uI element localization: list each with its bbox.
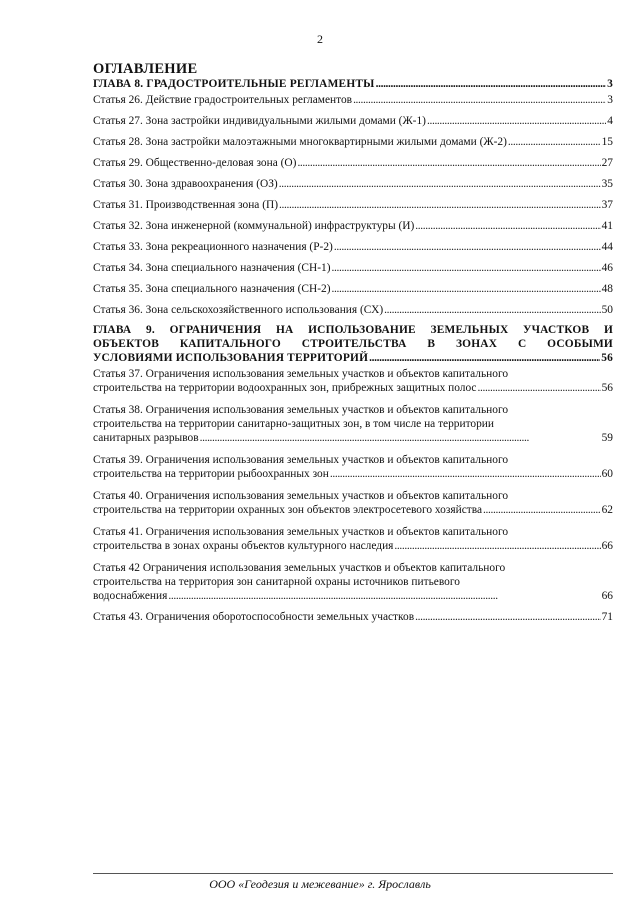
dot-leader: [297, 157, 600, 169]
page-ref: 3: [607, 78, 613, 90]
page-ref: 71: [601, 611, 613, 623]
toc-chapter-8[interactable]: [93, 78, 613, 94]
article-title-line: строительства на территория зон санитарной охраны источников питьевого: [93, 576, 460, 588]
chapter-title-line: УСЛОВИЯМИ ИСПОЛЬЗОВАНИЯ ТЕРРИТОРИЙ: [93, 352, 369, 364]
toc-article[interactable]: [93, 304, 613, 320]
article-title: Статья 32. Зона инженерной (коммунальной) инфраструктуры (И): [93, 220, 415, 232]
dot-leader: [508, 136, 601, 148]
toc-article[interactable]: [93, 367, 613, 395]
dot-leader: [477, 381, 600, 395]
chapter-title: ГЛАВА 8. ГРАДОСТРОИТЕЛЬНЫЕ РЕГЛАМЕНТЫ: [93, 78, 375, 90]
dot-leader: [483, 503, 601, 517]
article-title: Статья 36. Зона сельскохозяйственного использования (СХ): [93, 304, 384, 316]
article-title-line: строительства в зонах охраны объектов культурного наследия: [93, 540, 394, 552]
page-ref: 66: [601, 590, 613, 602]
dot-leader: [376, 78, 607, 90]
dot-leader: [168, 589, 600, 603]
toc-article[interactable]: [93, 262, 613, 283]
toc-article[interactable]: [93, 283, 613, 304]
page-ref: 4: [607, 115, 613, 127]
page-ref: 15: [601, 136, 613, 148]
page-ref: 56: [601, 352, 613, 364]
article-title: Статья 33. Зона рекреационного назначения (Р-2): [93, 241, 333, 253]
article-title: Статья 31. Производственная зона (П): [93, 199, 279, 211]
dot-leader: [384, 304, 601, 316]
toc-article[interactable]: [93, 241, 613, 262]
article-title-line: Статья 41. Ограничения использования земельных участков и объектов капитального: [93, 526, 509, 538]
toc-article[interactable]: [93, 199, 613, 220]
page-ref: 59: [601, 432, 613, 444]
dot-leader: [353, 94, 606, 106]
dot-leader: [200, 431, 601, 445]
footer-divider: [93, 873, 613, 874]
article-title: Статья 30. Зона здравоохранения (ОЗ): [93, 178, 278, 190]
dot-leader: [332, 262, 601, 274]
toc-article[interactable]: [93, 157, 613, 178]
dot-leader: [334, 241, 601, 253]
page-ref: 56: [601, 382, 613, 394]
chapter-8-articles: [93, 94, 613, 320]
article-title-line: строительства на территории санитарно-защитных зон, в том числе на территории: [93, 418, 495, 430]
page-number: 2: [317, 32, 323, 46]
article-title-line: Статья 37. Ограничения использования земельных участков и объектов капитального: [93, 368, 509, 380]
page-ref: 3: [607, 94, 613, 106]
page-ref: 66: [601, 540, 613, 552]
article-title: Статья 29. Общественно-деловая зона (О): [93, 157, 297, 169]
dot-leader: [330, 467, 601, 481]
dot-leader: [415, 611, 601, 623]
toc-article[interactable]: [93, 561, 613, 603]
dot-leader: [279, 199, 601, 211]
article-title: Статья 27. Зона застройки индивидуальными жилыми домами (Ж-1): [93, 115, 426, 127]
toc-article[interactable]: [93, 611, 613, 632]
page-ref: 46: [601, 262, 613, 274]
toc-article[interactable]: [93, 525, 613, 553]
dot-leader: [415, 220, 600, 232]
article-title: Статья 35. Зона специального назначения (СН-2): [93, 283, 331, 295]
article-title: Статья 43. Ограничения оборотоспособности земельных участков: [93, 611, 415, 623]
toc-article[interactable]: [93, 220, 613, 241]
page-ref: 50: [601, 304, 613, 316]
page-ref: 37: [601, 199, 613, 211]
dot-leader: [332, 283, 601, 295]
chapter-9-articles: [93, 367, 613, 603]
article-title-line: санитарных разрывов: [93, 432, 199, 444]
toc-article[interactable]: [93, 178, 613, 199]
toc-article[interactable]: [93, 403, 613, 445]
article-title-line: Статья 42 Ограничения использования земельных участков и объектов капитального: [93, 562, 506, 574]
article-title-line: Статья 38. Ограничения использования земельных участков и объектов капитального: [93, 404, 509, 416]
chapter-title-line: ГЛАВА 9. ОГРАНИЧЕНИЯ НА ИСПОЛЬЗОВАНИЕ ЗЕМЕЛЬНЫХ УЧАСТКОВ И: [93, 324, 613, 336]
toc-article[interactable]: [93, 94, 613, 115]
toc-article[interactable]: [93, 489, 613, 517]
dot-leader: [369, 351, 600, 365]
dot-leader: [279, 178, 601, 190]
toc-article[interactable]: [93, 115, 613, 136]
toc-article[interactable]: [93, 453, 613, 481]
article-title: Статья 28. Зона застройки малоэтажными многоквартирными жилыми домами (Ж-2): [93, 136, 507, 148]
toc-article[interactable]: [93, 136, 613, 157]
page-ref: 48: [601, 283, 613, 295]
page-ref: 27: [601, 157, 613, 169]
article-title-line: строительства на территории водоохранных зон, прибрежных защитных полос: [93, 382, 477, 394]
article-title-line: строительства на территории рыбоохранных зон: [93, 468, 329, 480]
article-title-line: строительства на территории охранных зон объектов электросетевого хозяйства: [93, 504, 483, 516]
page-ref: 62: [601, 504, 613, 516]
page-ref: 60: [601, 468, 613, 480]
toc-title: ОГЛАВЛЕНИЕ: [93, 61, 198, 77]
table-of-contents: [93, 61, 613, 632]
page-ref: 41: [601, 220, 613, 232]
dot-leader: [394, 539, 600, 553]
article-title-line: Статья 40. Ограничения использования земельных участков и объектов капитального: [93, 490, 509, 502]
article-title-line: Статья 39. Ограничения использования земельных участков и объектов капитального: [93, 454, 509, 466]
page-ref: 44: [601, 241, 613, 253]
article-title: Статья 26. Действие градостроительных регламентов: [93, 94, 353, 106]
page-ref: 35: [601, 178, 613, 190]
article-title-line: водоснабжения: [93, 590, 168, 602]
toc-chapter-9[interactable]: [93, 323, 613, 365]
page-footer: ООО «Геодезия и межевание» г. Ярославль: [209, 877, 431, 891]
chapter-title-line: ОБЪЕКТОВ КАПИТАЛЬНОГО СТРОИТЕЛЬСТВА В ЗОНАХ С ОСОБЫМИ: [93, 338, 613, 350]
article-title: Статья 34. Зона специального назначения (СН-1): [93, 262, 331, 274]
dot-leader: [427, 115, 606, 127]
